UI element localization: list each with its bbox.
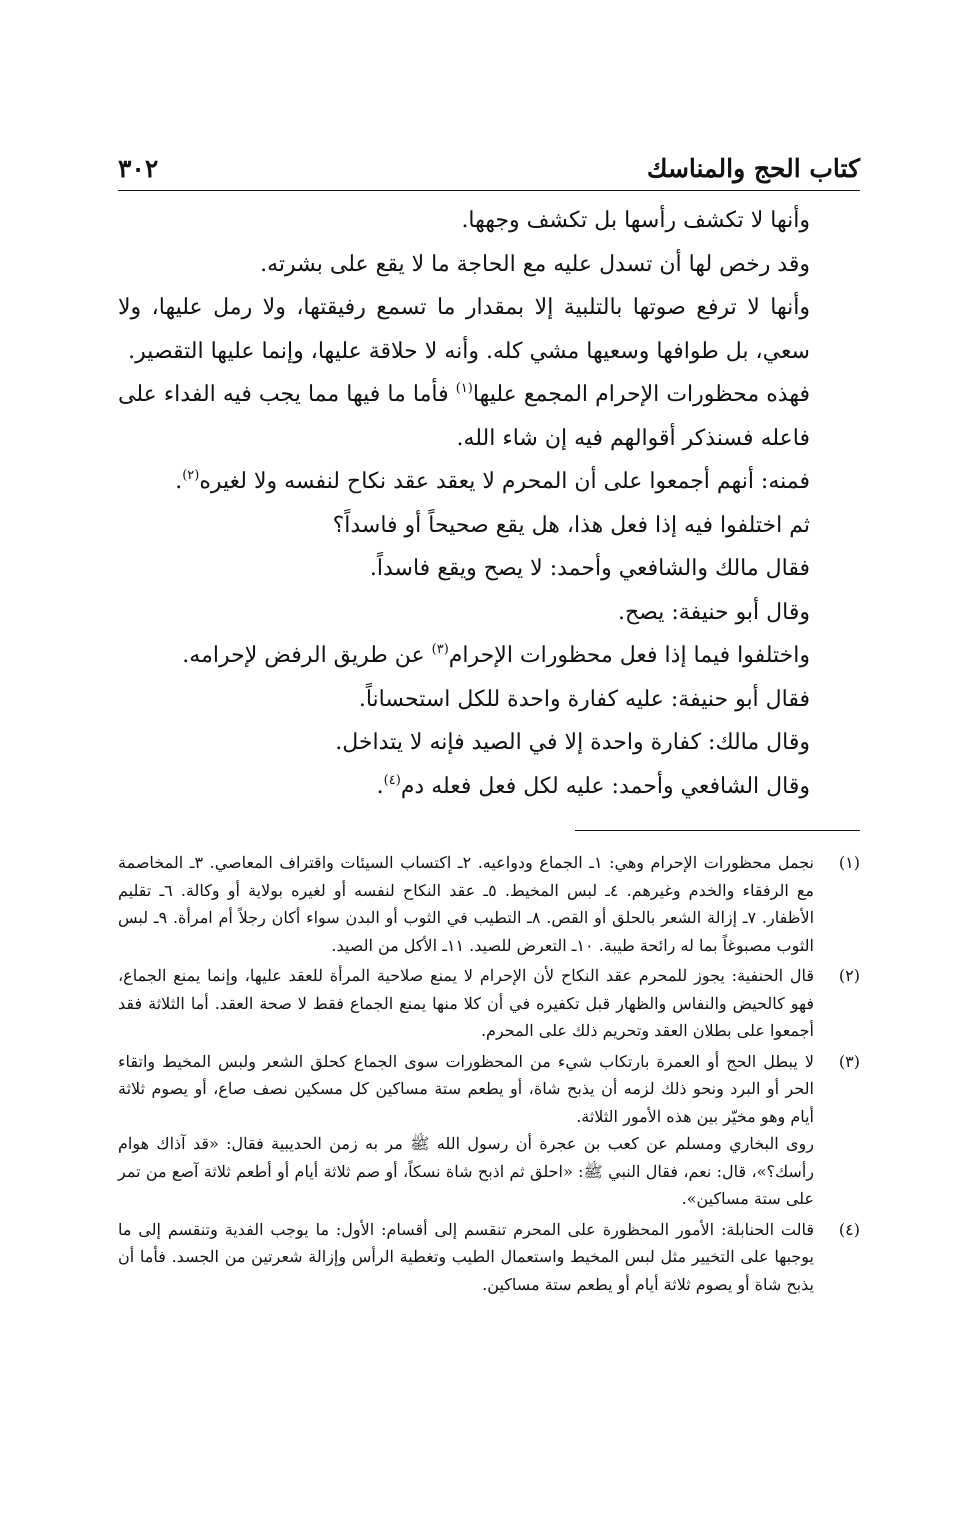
footnote-text-hadith: روى البخاري ومسلم عن كعب بن عجرة أن رسول الله ﷺ مر به زمن الحديبية فقال: «قد آذاك هوام رأسك؟»، قال: نعم، فقال النبي ﷺ: «احلق ثم اذبح شاة نسكاً، أو صم ثلاثة أيام أو أطعم ثلاثة آصع من تمر على ستة مساكين». <box>118 1134 815 1208</box>
footnote-ref-1[interactable]: (١) <box>455 381 473 396</box>
paragraph-5 <box>118 460 860 504</box>
footnote-text: قال الحنفية: يجوز للمحرم عقد النكاح لأن الإحرام لا يمنع صلاحية المرأة للعقد عليها، وإنما يمنع الجماع، فهو كالحيض والنفاس والظهار قبل تكفيره في أن كلا منها يمنع الجماع فقط لا صحة العقد. أما الثلاثة فقد أجمعوا على بطلان العقد وتحريم ذلك على المحرم. <box>118 966 814 1040</box>
footnote-2 <box>118 962 860 1045</box>
footnote-body <box>118 962 814 1045</box>
paragraph-12-text-a: وقال الشافعي وأحمد: عليه لكل فعل فعله دم <box>400 773 810 799</box>
paragraph-10: فقال أبو حنيفة: عليه كفارة واحدة للكل استحساناً. <box>358 686 810 712</box>
paragraph-9 <box>118 634 860 678</box>
running-title: كتاب الحج والمناسك <box>646 154 860 183</box>
footnotes <box>118 849 860 1298</box>
paragraph-5-text-a: فمنه: أنهم أجمعوا على أن المحرم لا يعقد عقد نكاح لنفسه ولا لغيره <box>199 469 810 494</box>
paragraph-1: وأنها لا تكشف رأسها بل تكشف وجهها. <box>461 208 810 233</box>
footnote-text: لا يبطل الحج أو العمرة بارتكاب شيء من المحظورات سوى الجماع كحلق الشعر ولبس المخيط واتقاء الحر أو البرد ونحو ذلك لزمه أن يذبح شاة، أو يطعم ستة مساكين كل مسكين نصف صاع، أو يصوم ثلاثة أيام وهو مخيّر بين هذه الأمور الثلاثة. <box>118 1051 814 1126</box>
footnote-1 <box>118 849 860 959</box>
paragraph-7: فقال مالك والشافعي وأحمد: لا يصح ويقع فاسداً. <box>369 556 810 581</box>
footnote-number: (٢) <box>838 966 860 985</box>
paragraph-8: وقال أبو حنيفة: يصح. <box>617 599 810 625</box>
book-page <box>118 150 860 1301</box>
paragraph-9-text-b: عن طريق الرفض لإحرامه. <box>182 643 432 668</box>
paragraph-12-text-b: . <box>376 773 384 799</box>
footnote-number: (٣) <box>838 1051 860 1071</box>
footnote-body <box>118 1048 814 1213</box>
footnote-body <box>118 1216 814 1299</box>
footnote-ref-4[interactable]: (٤) <box>383 772 401 788</box>
page-header <box>118 150 860 191</box>
paragraph-5-text-b: . <box>175 469 183 494</box>
paragraph-4-text-b: فأما ما فيها مما يجب فيه الفداء على فاعله فسنذكر أقوالهم فيه إن شاء الله. <box>118 382 810 451</box>
paragraph-12 <box>118 765 860 809</box>
footnote-ref-3[interactable]: (٣) <box>431 642 449 657</box>
footnote-text: نجمل محظورات الإحرام وهي: ١ـ الجماع ودواعيه. ٢ـ اكتساب السيئات واقتراف المعاصي. ٣ـ المخاصمة مع الرفقاء والخدم وغيرهم. ٤ـ لبس المخيط. ٥ـ عقد النكاح لنفسه أو لغيره بولاية أو وكالة. ٦ـ تقليم الأظفار. ٧ـ إزالة الشعر بالحلق أو القص. ٨ـ التطيب في الثوب أو البدن سواء أكان رجلاً أم امرأة. ٩ـ لبس الثوب مصبوغاً بما له رائحة طيبة. ١٠ـ التعرض للصيد. ١١ـ الأكل من الصيد. <box>118 853 815 955</box>
paragraph-11: وقال مالك: كفارة واحدة إلا في الصيد فإنه لا يتداخل. <box>335 730 810 755</box>
paragraph-4-text-a: فهذه محظورات الإحرام المجمع عليها <box>472 382 810 407</box>
footnote-text: قالت الحنابلة: الأمور المحظورة على المحرم تنقسم إلى أقسام: الأول: ما يوجب الفدية وتنقسم إلى ما يوجبها على التخيير مثل لبس المخيط واستعمال الطيب وتغطية الرأس وإزالة شعرتين من الجسد. فأما أن يذبح شاة أو يصوم ثلاثة أيام أو يطعم ستة مساكين. <box>118 1219 814 1294</box>
footnote-ref-2[interactable]: (٢) <box>182 468 200 483</box>
paragraph-2: وقد رخص لها أن تسدل عليه مع الحاجة ما لا يقع على بشرته. <box>260 251 810 277</box>
footnote-4 <box>118 1216 860 1299</box>
footnote-body <box>118 849 814 959</box>
page-number: ٣٠٢ <box>118 154 159 183</box>
paragraph-6: ثم اختلفوا فيه إذا فعل هذا، هل يقع صحيحاً أو فاسداً؟ <box>332 512 810 538</box>
footnote-3 <box>118 1048 860 1213</box>
paragraph-3: وأنها لا ترفع صوتها بالتلبية إلا بمقدار ما تسمع رفيقتها، ولا رمل عليها، ولا سعي، بل طوافها وسعيها مشي كله. وأنه لا حلاقة عليها، وإنما عليها التقصير. <box>118 295 810 364</box>
footnote-number: (٤) <box>838 1219 860 1239</box>
main-text <box>118 199 860 808</box>
paragraph-9-text-a: واختلفوا فيما إذا فعل محظورات الإحرام <box>448 643 810 668</box>
footnote-separator <box>575 830 860 831</box>
footnote-number: (١) <box>838 853 860 872</box>
paragraph-4 <box>118 373 860 460</box>
